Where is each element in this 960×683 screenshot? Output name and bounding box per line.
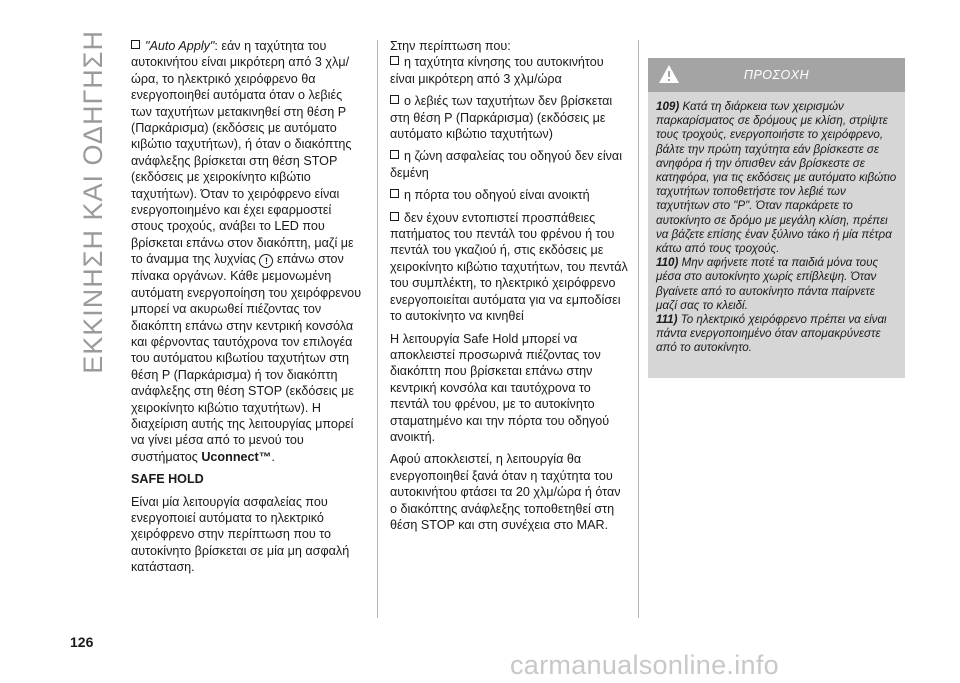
warning-note: 110) Μην αφήνετε ποτέ τα παιδιά μόνα τους μέσα στο αυτοκίνητο χωρίς επίβλεψη. Όταν βγαίνετε από το αυτοκίνητο πάντα παίρνετε μαζί σας το κλειδί. [656,256,879,312]
column-divider [377,40,378,618]
list-item: η ζώνη ασφαλείας του οδηγού δεν είναι δεμένη [390,149,623,180]
square-bullet-icon [390,150,399,159]
warning-box [648,58,905,378]
warning-body [648,92,905,356]
square-bullet-icon [390,212,399,221]
page-number: 126 [70,634,94,650]
square-bullet-icon [390,189,399,198]
safe-hold-heading: SAFE HOLD [131,472,204,487]
warning-header [648,58,905,92]
column-divider [638,40,639,618]
watermark: carmanualsonline.info [510,650,779,680]
warning-lamp-icon: ! [259,254,273,268]
list-item: ο λεβιές των ταχυτήτων δεν βρίσκεται στη θέση P (Παρκάρισμα) (εκδόσεις με αυτόματο κιβώτιο ταχυτήτων) [390,94,613,142]
brand-suffix: . [271,449,275,464]
column-2 [390,38,630,539]
square-bullet-icon [131,40,140,49]
auto-apply-label: "Auto Apply" [145,39,215,53]
list-item: η ταχύτητα κίνησης του αυτοκινήτου είναι μικρότερη από 3 χλμ/ώρα [390,55,604,86]
conditions-intro: Στην περίπτωση που: [390,39,511,53]
auto-apply-paragraph [131,38,366,465]
list-item: δεν έχουν εντοπιστεί προσπάθειες πατήματος του πεντάλ του φρένου ή του πεντάλ του γκαζιού ή, στις εκδόσεις με χειροκίνητο κιβώτιο ταχυτήτων, του πεντάλ του συμπλέκτη, το ηλεκτρικό χειρόφρενο ενεργοποιείται αυτόματα για να εμποδίσει το αυτοκίνητο να κινηθεί [390,210,628,324]
section-side-title [73,30,113,610]
warning-note: 109) Κατά τη διάρκεια των χειρισμών παρκαρίσματος σε δρόμους με κλίση, στρίψτε τους τροχούς, ενεργοποιήστε το χειρόφρενο, βάλτε την πρώτη ταχύτητα εάν βρίσκεστε σε ανηφόρα ή την όπισθεν εάν βρίσκεστε σε κατηφόρα, για τις εκδόσεις με αυτόματο κιβώτιο ταχυτήτων τοποθετήστε τον λεβιέ των ταχυτήτων στο "P". Όταν παρκάρετε το αυτοκίνητο σε δρόμο με μεγάλη κλίση, πρέπει να βάζετε επίσης έναν ξύλινο τάκο ή μία πέτρα κάτω από τους τροχούς. [656,100,897,256]
square-bullet-icon [390,56,399,65]
side-title-text: ΕΚΚΙΝΗΣΗ ΚΑΙ ΟΔΗΓΗΣΗ [77,30,108,374]
warning-note: 111) Το ηλεκτρικό χειρόφρενο πρέπει να είναι πάντα ενεργοποιημένο όταν απομακρύνεστε από το αυτοκίνητο. [656,313,887,355]
column-1 [131,38,366,582]
brand-name: Uconnect™ [201,449,272,464]
warning-title: ΠΡΟΣΟΧΗ [743,68,810,82]
safe-hold-paragraph: Είναι μία λειτουργία ασφαλείας που ενεργοποιεί αυτόματα το ηλεκτρικό χειρόφρενο στην περίπτωση που το αυτοκίνητο βρίσκεται σε μία μη ασφαλή κατάσταση. [131,494,350,575]
safe-hold-disable-paragraph: Η λειτουργία Safe Hold μπορεί να αποκλειστεί προσωρινά πιέζοντας τον διακόπτη που βρίσκεται επάνω στην κεντρική κονσόλα και ταυτόχρονα το πεντάλ του φρένου, με το αυτοκίνητο σταματημένο και την πόρτα του οδηγού ανοικτή. [390,331,610,444]
auto-apply-text-continued: επάνω στον πίνακα οργάνων. Κάθε μεμονωμένη αυτόματη ενεργοποίηση του χειρόφρενου μπορεί να ακυρωθεί πιέζοντας τον διακόπτη επάνω στην κεντρική κονσόλα και φέρνοντας ταυτόχρονα τον επιλογέα του αυτόματου κιβωτίου ταχυτήτων στη θέση P (Παρκάρισμα) ή τον διακόπτη ανάφλεξης στη θέση STOP (εκδόσεις με χειροκίνητο κιβώτιο ταχυτήτων). Η διαχείριση αυτής της λειτουργίας μπορεί να γίνει μέσα από το μενού του συστήματος [131,252,362,464]
safe-hold-reactivate-paragraph: Αφού αποκλειστεί, η λειτουργία θα ενεργοποιηθεί ξανά όταν η ταχύτητα του αυτοκινήτου φτάσει τα 20 χλμ/ώρα ή όταν ο διακόπτης ανάφλεξης τοποθετηθεί στη θέση STOP και στη συνέχεια στο MAR. [390,452,621,532]
auto-apply-text: : εάν η ταχύτητα του αυτοκινήτου είναι μικρότερη από 3 χλμ/ώρα, το ηλεκτρικό χειρόφρενο θα ενεργοποιηθεί αυτόματα όταν ο λεβιές των ταχυτήτων μετακινηθεί στη θέση P (Παρκάρισμα) (εκδόσεις με αυτόματο κιβώτιο ταχυτήτων), ή όταν ο διακόπτης ανάφλεξης βρίσκεται στη θέση STOP (εκδόσεις με χειροκίνητο κιβώτιο ταχυτήτων). Όταν το χειρόφρενο είναι ενεργοποιημένο και έχει εφαρμοστεί στους τροχούς, ανάβει το LED που βρίσκεται επάνω στον διακόπτη, μαζί με το άναμμα της λυχνίας [131,39,354,267]
square-bullet-icon [390,95,399,104]
list-item: η πόρτα του οδηγού είναι ανοικτή [390,187,630,203]
warning-triangle-icon [658,64,680,84]
